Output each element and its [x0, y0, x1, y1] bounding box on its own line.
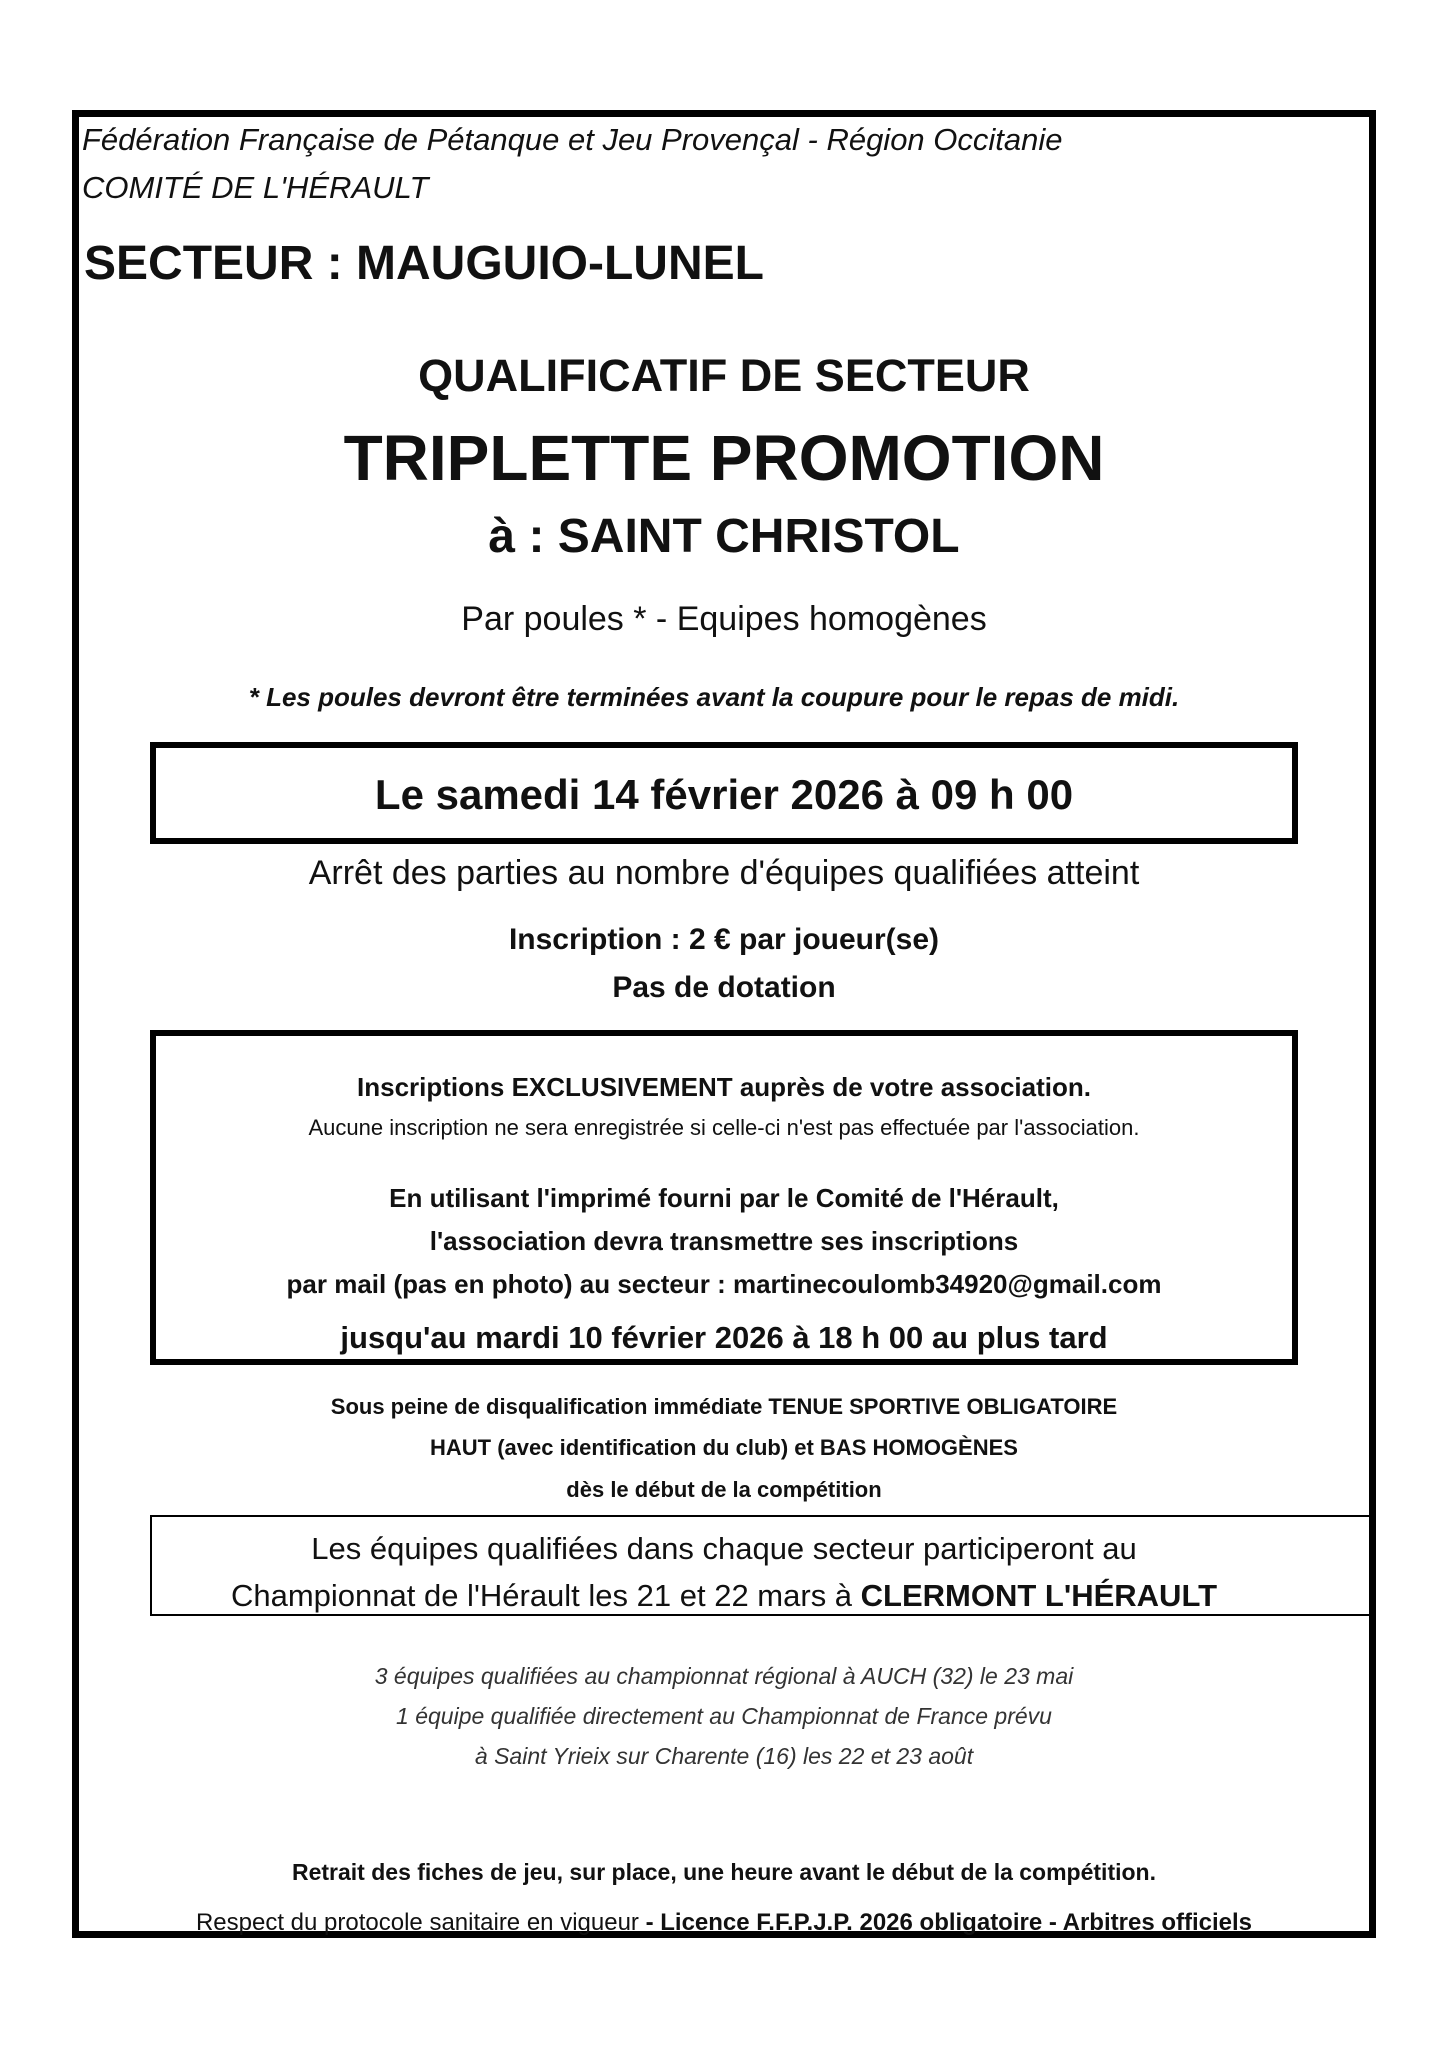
- prize-info: Pas de dotation: [612, 971, 836, 1004]
- qualification-line-3: à Saint Yrieix sur Charente (16) les 22 et 23 août: [474, 1743, 974, 1769]
- dress-code-line-3: dès le début de la compétition: [566, 1477, 882, 1502]
- entry-fee: Inscription : 2 € par joueur(se): [508, 923, 940, 956]
- secteur-heading: SECTEUR : MAUGUIO-LUNEL: [84, 237, 764, 290]
- registration-email[interactable]: martinecoulomb34920@gmail.com: [732, 1269, 1162, 1299]
- championship-line-2: [0, 1580, 1448, 1611]
- respect-notice: [0, 1911, 1448, 1935]
- registration-line-1: Inscriptions EXCLUSIVEMENT auprès de votre association.: [357, 1072, 1091, 1102]
- championship-place: CLERMONT L'HÉRAULT: [860, 1578, 1218, 1613]
- registration-line-4: l'association devra transmettre ses inscriptions: [429, 1226, 1019, 1256]
- federation-name: Fédération Française de Pétanque et Jeu Provençal - Région Occitanie: [82, 122, 1063, 157]
- comite-name: COMITÉ DE L'HÉRAULT: [82, 170, 429, 205]
- dress-code-line-1: Sous peine de disqualification immédiate TENUE SPORTIVE OBLIGATOIRE: [330, 1394, 1118, 1419]
- event-format: Par poules * - Equipes homogènes: [461, 600, 987, 638]
- event-date: Le samedi 14 février 2026 à 09 h 00: [374, 771, 1074, 818]
- qualification-line-1: 3 équipes qualifiées au championnat régional à AUCH (32) le 23 mai: [374, 1663, 1074, 1689]
- registration-line-3: En utilisant l'imprimé fourni par le Comité de l'Hérault,: [389, 1183, 1059, 1213]
- registration-line-2: Aucune inscription ne sera enregistrée si celle-ci n'est pas effectuée par l'association.: [308, 1115, 1140, 1140]
- registration-deadline: jusqu'au mardi 10 février 2026 à 18 h 00 au plus tard: [340, 1320, 1108, 1355]
- dress-code-line-2: HAUT (avec identification du club) et BAS HOMOGÈNES: [430, 1435, 1018, 1460]
- championship-line-1: Les équipes qualifiées dans chaque secteur participeront au: [311, 1531, 1137, 1566]
- championship-text: Championnat de l'Hérault les 21 et 22 mars à: [230, 1578, 861, 1613]
- stop-rule: Arrêt des parties au nombre d'équipes qualifiées atteint: [308, 854, 1140, 892]
- respect-text: Respect du protocole sanitaire en vigueur: [195, 1909, 646, 1936]
- retrait-notice: Retrait des fiches de jeu, sur place, une heure avant le début de la compétition.: [291, 1859, 1156, 1885]
- licence-text: - Licence F.F.P.J.P. 2026 obligatoire - Arbitres officiels: [645, 1909, 1253, 1936]
- event-note: * Les poules devront être terminées avant la coupure pour le repas de midi.: [248, 682, 1180, 712]
- event-subtitle: QUALIFICATIF DE SECTEUR: [418, 350, 1030, 401]
- event-location: à : SAINT CHRISTOL: [488, 510, 960, 563]
- event-title: TRIPLETTE PROMOTION: [343, 422, 1105, 494]
- registration-mail-text: par mail (pas en photo) au secteur :: [286, 1269, 733, 1299]
- registration-line-5: [0, 1271, 1448, 1297]
- qualification-line-2: 1 équipe qualifiée directement au Championnat de France prévu: [396, 1703, 1052, 1729]
